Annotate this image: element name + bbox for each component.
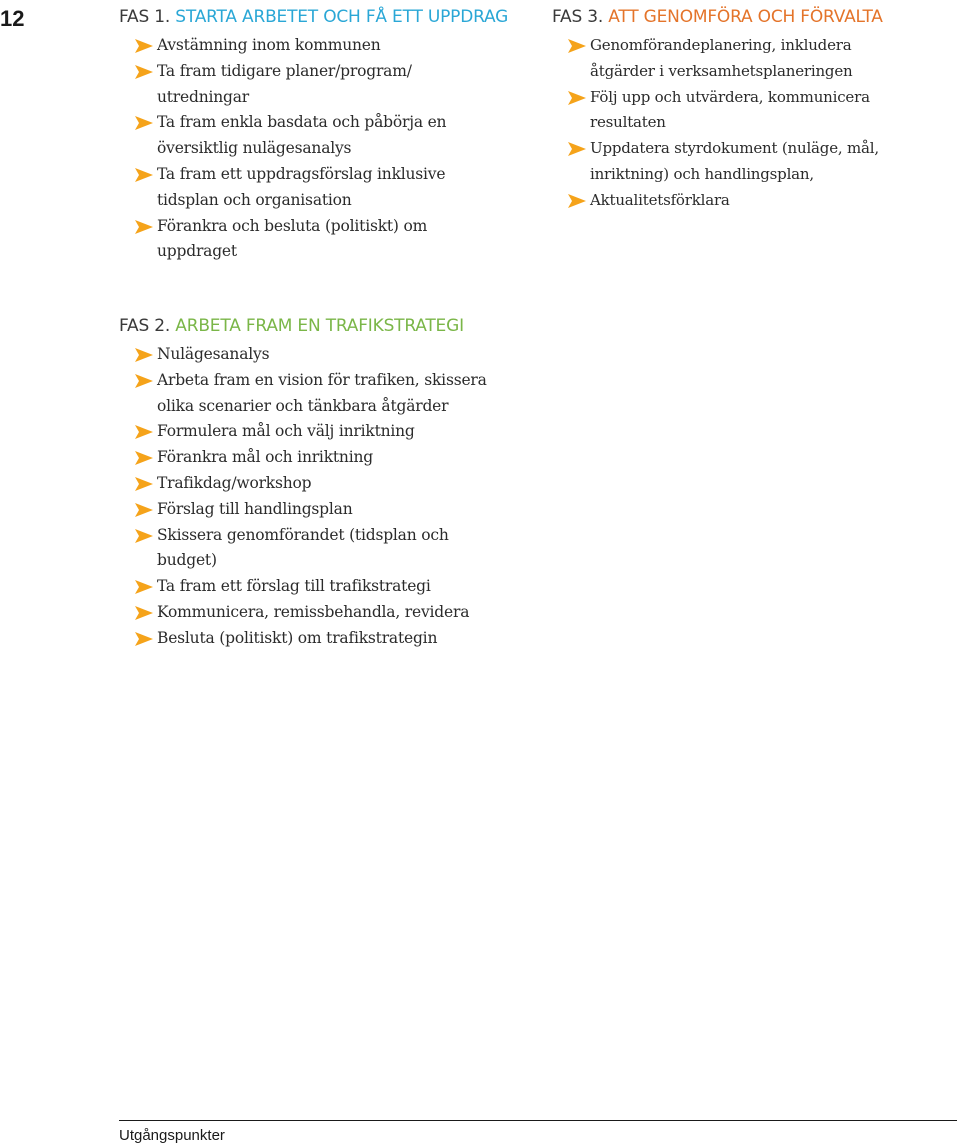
phase-title: ARBETA FRAM EN TRAFIKSTRATEGI — [175, 316, 464, 336]
list-item-text-line: Ta fram ett uppdragsförslag inklusive — [157, 164, 446, 183]
list-item — [552, 136, 957, 188]
arrow-bullet-icon — [135, 606, 153, 620]
list-item-text-line: Förankra mål och inriktning — [157, 448, 373, 467]
list-item-text-line: Aktualitetsförklara — [590, 190, 730, 209]
section-heading — [552, 6, 957, 28]
list-item — [119, 59, 544, 111]
bullet-list — [119, 33, 544, 265]
arrow-bullet-icon — [135, 632, 153, 646]
list-item-text-line: olika scenarier och tänkbara åtgärder — [157, 396, 449, 415]
arrow-bullet-icon — [568, 194, 586, 208]
list-item-text-line: resultaten — [590, 113, 666, 132]
arrow-bullet-icon — [568, 39, 586, 53]
arrow-bullet-icon — [135, 348, 153, 362]
list-item — [119, 497, 544, 523]
list-item-text-line: Förslag till handlingsplan — [157, 499, 353, 518]
list-item — [119, 600, 544, 626]
list-item-text-line: tidsplan och organisation — [157, 190, 352, 209]
phase-label: FAS 3. — [552, 7, 604, 27]
list-item — [119, 626, 544, 652]
arrow-bullet-icon — [135, 116, 153, 130]
section-fas-1 — [119, 6, 544, 265]
phase-label: FAS 2. — [119, 316, 171, 336]
arrow-bullet-icon — [135, 529, 153, 543]
phase-title: STARTA ARBETET OCH FÅ ETT UPPDRAG — [175, 7, 509, 27]
list-item — [119, 471, 544, 497]
arrow-bullet-icon — [135, 220, 153, 234]
list-item-text-line: Uppdatera styrdokument (nuläge, mål, — [590, 139, 879, 158]
list-item-text-line: Förankra och besluta (politiskt) om — [157, 216, 428, 235]
list-item-text-line: Avstämning inom kommunen — [157, 36, 381, 54]
phase-label: FAS 1. — [119, 7, 171, 27]
list-item-text-line: Skissera genomförandet (tidsplan och — [157, 525, 449, 544]
list-item-text-line: översiktlig nulägesanalys — [157, 139, 352, 158]
list-item-text-line: budget) — [157, 551, 217, 570]
list-item — [119, 368, 544, 420]
list-item-text-line: Arbeta fram en vision för trafiken, skissera — [157, 370, 487, 389]
list-item-text-line: Nulägesanalys — [157, 345, 270, 363]
list-item — [119, 33, 544, 59]
list-item-text-line: inriktning) och handlingsplan, — [590, 164, 814, 183]
footer-divider — [119, 1120, 957, 1121]
bullet-list — [552, 33, 957, 214]
arrow-bullet-icon — [568, 91, 586, 105]
arrow-bullet-icon — [135, 425, 153, 439]
list-item-text-line: Ta fram ett förslag till trafikstrategi — [157, 577, 431, 596]
arrow-bullet-icon — [135, 374, 153, 388]
list-item-text-line: Formulera mål och välj inriktning — [157, 422, 415, 441]
list-item — [119, 574, 544, 600]
list-item-text-line: Ta fram tidigare planer/program/ — [157, 61, 412, 80]
phase-title: ATT GENOMFÖRA OCH FÖRVALTA — [608, 7, 883, 27]
arrow-bullet-icon — [135, 65, 153, 79]
list-item — [119, 110, 544, 162]
arrow-bullet-icon — [568, 142, 586, 156]
list-item — [552, 85, 957, 137]
list-item-text-line: Besluta (politiskt) om trafikstrategin — [157, 628, 438, 647]
list-item — [119, 162, 544, 214]
arrow-bullet-icon — [135, 39, 153, 53]
list-item — [119, 445, 544, 471]
section-heading — [119, 6, 544, 28]
list-item — [119, 214, 544, 266]
section-fas-3 — [552, 6, 957, 214]
arrow-bullet-icon — [135, 451, 153, 465]
list-item — [552, 188, 957, 214]
list-item — [119, 523, 544, 575]
list-item-text-line: Genomförandeplanering, inkludera — [590, 36, 852, 54]
arrow-bullet-icon — [135, 580, 153, 594]
list-item-text-line: Kommunicera, remissbehandla, revidera — [157, 602, 470, 621]
list-item-text-line: Ta fram enkla basdata och påbörja en — [157, 113, 447, 132]
page-number: 12 — [0, 6, 25, 31]
arrow-bullet-icon — [135, 477, 153, 491]
section-fas-2 — [119, 315, 544, 652]
list-item — [119, 342, 544, 368]
arrow-bullet-icon — [135, 168, 153, 182]
list-item-text-line: Trafikdag/workshop — [157, 473, 312, 492]
footer-section-name: Utgångspunkter — [119, 1127, 225, 1144]
arrow-bullet-icon — [135, 503, 153, 517]
list-item — [552, 33, 957, 85]
list-item-text-line: åtgärder i verksamhetsplaneringen — [590, 61, 853, 80]
bullet-list — [119, 342, 544, 652]
list-item-text-line: uppdraget — [157, 242, 237, 261]
list-item-text-line: utredningar — [157, 87, 250, 106]
list-item — [119, 419, 544, 445]
section-heading — [119, 315, 544, 337]
list-item-text-line: Följ upp och utvärdera, kommunicera — [590, 87, 870, 106]
